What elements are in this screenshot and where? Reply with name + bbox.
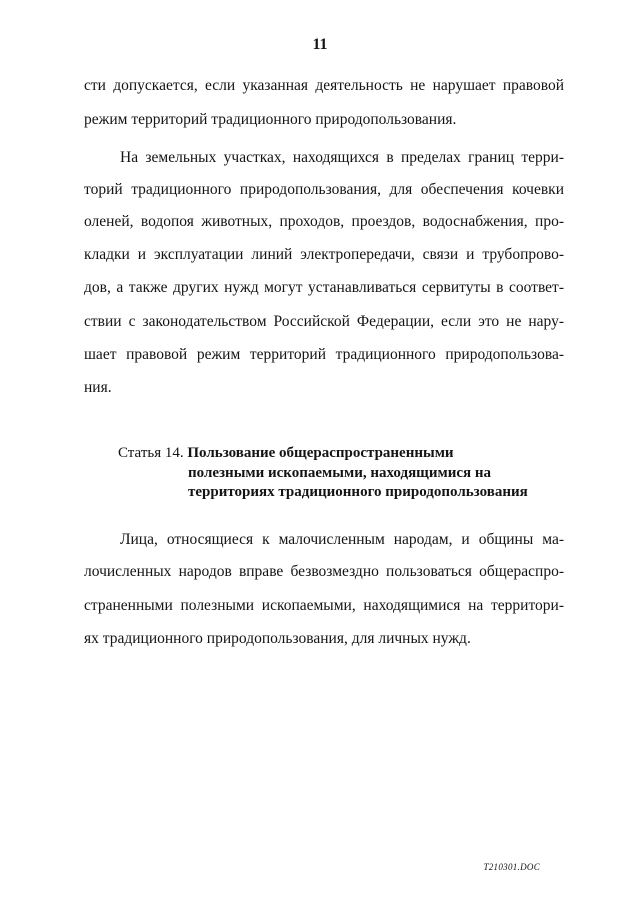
paragraph-line: На земельных участках, находящихся в пределах границ терри- [120,149,564,166]
paragraph-line: торий традиционного природопользования, для обеспечения кочевки [84,181,564,198]
page-number: 11 [312,36,328,53]
article-title-line: территориях традиционного природопользования [188,484,528,500]
paragraph-line: кладки и эксплуатации линий электропередачи, связи и трубопрово- [84,246,564,263]
paragraph-line: режим территорий традиционного природопользования. [84,111,457,128]
paragraph-line: ях традиционного природопользования, для личных нужд. [84,630,471,647]
paragraph-line: дов, а также других нужд могут устанавливаться сервитуты в соответ- [84,279,564,296]
paragraph-line: оленей, водопоя животных, проходов, проездов, водоснабжения, про- [84,213,564,230]
article-heading [118,444,454,463]
article-title: Пользование общераспространенными [187,445,454,461]
document-code: T210301.DOC [483,862,540,872]
article-number: Статья 14. [118,445,188,461]
paragraph-line: ствии с законодательством Российской Федерации, если это не нару- [84,313,564,330]
paragraph-line: ния. [84,379,112,396]
paragraph-line: шает правовой режим территорий традиционного природопользова- [84,346,564,363]
paragraph-line: лочисленных народов вправе безвозмездно пользоваться общераспро- [84,563,564,580]
paragraph-line: страненными полезными ископаемыми, находящимися на территори- [84,597,564,614]
paragraph-line: Лица, относящиеся к малочисленным народам, и общины ма- [120,531,564,548]
article-title-line: полезными ископаемыми, находящимися на [188,465,492,481]
paragraph-line: сти допускается, если указанная деятельность не нарушает правовой [84,77,564,94]
